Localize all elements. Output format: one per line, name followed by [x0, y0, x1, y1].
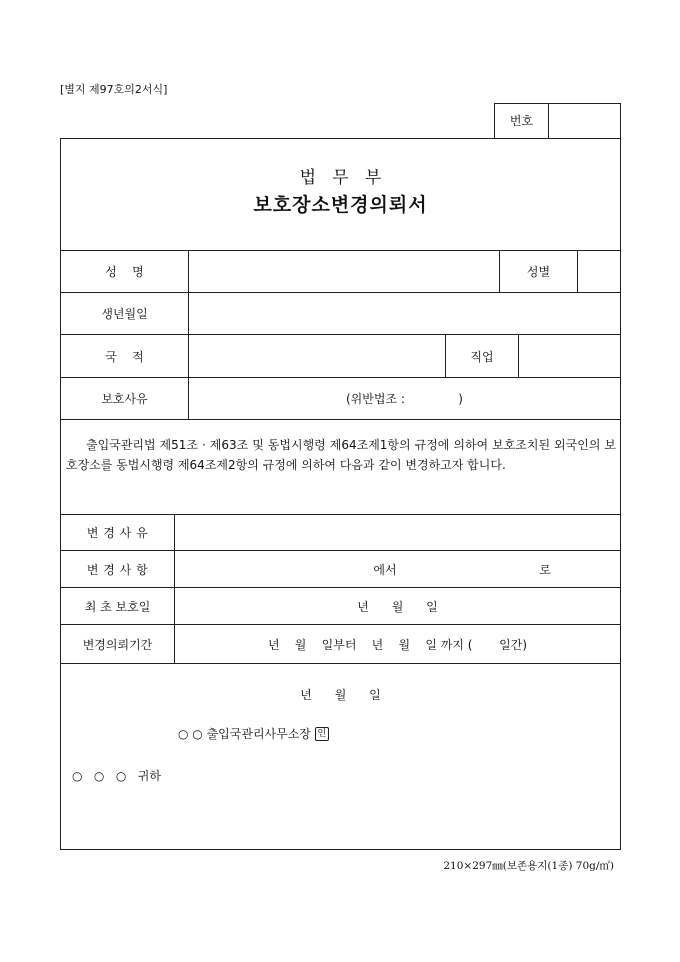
row-line-10 [60, 663, 621, 664]
form-title: 보호장소변경의뢰서 [253, 194, 428, 216]
frame-top [60, 138, 621, 139]
name-label: 성 명 [105, 265, 144, 279]
frame-left [60, 138, 61, 850]
protection-reason-label: 보호사유 [101, 392, 148, 406]
number-label: 번호 [509, 114, 534, 128]
sex-label: 성별 [526, 265, 551, 279]
nationality-input[interactable] [189, 335, 445, 377]
frame-right [620, 138, 621, 850]
birth-label: 생년월일 [101, 307, 148, 321]
number-box-right [620, 103, 621, 138]
paper-spec: 210×297㎜(보존용지(1종) 70g/㎡) [443, 860, 614, 872]
first-date-label: 최 초 보호일 [84, 599, 151, 614]
name-input[interactable] [189, 251, 499, 292]
period-value[interactable]: 년 월 일부터 년 월 일 까지 ( 일간) [267, 637, 528, 652]
violation-law-field[interactable]: (위반법조 : ) [346, 392, 463, 406]
issue-date: 년 월 일 [300, 688, 381, 702]
sex-input[interactable] [578, 251, 620, 292]
occupation-input[interactable] [519, 335, 620, 377]
body-paragraph: 출입국관리법 제51조 · 제63조 및 동법시행령 제64조제1항의 규정에 의하여 보호조치된 외국인의 보호장소를 동법시행령 제64조제2항의 규정에 의하여 다음과 같이 변경하고자 합니다. [66, 438, 616, 472]
occupation-label: 직업 [470, 349, 494, 364]
issuer-line [178, 725, 329, 742]
birth-input[interactable] [189, 293, 620, 334]
period-label: 변경의뢰기간 [82, 637, 153, 652]
change-items-from: 에서 [373, 562, 397, 577]
form-reference: [별지 제97호의2서식] [60, 83, 168, 96]
seal-mark: 인 [315, 727, 329, 741]
change-items-label: 변 경 사 항 [86, 562, 149, 577]
ministry-name: 법 무 부 [299, 168, 382, 188]
frame-bottom [60, 849, 621, 850]
issuer-name: ○ ○ 출입국관리사무소장 [178, 727, 311, 741]
nationality-label: 국 적 [105, 349, 144, 364]
first-date-value[interactable]: 년 월 일 [357, 599, 438, 614]
change-reason-label: 변 경 사 유 [86, 526, 149, 540]
number-input[interactable] [549, 104, 620, 137]
addressee: ○ ○ ○ 귀하 [72, 769, 161, 783]
row-line-5 [60, 419, 621, 420]
change-reason-input[interactable] [175, 515, 620, 550]
change-items-to: 로 [539, 562, 551, 577]
